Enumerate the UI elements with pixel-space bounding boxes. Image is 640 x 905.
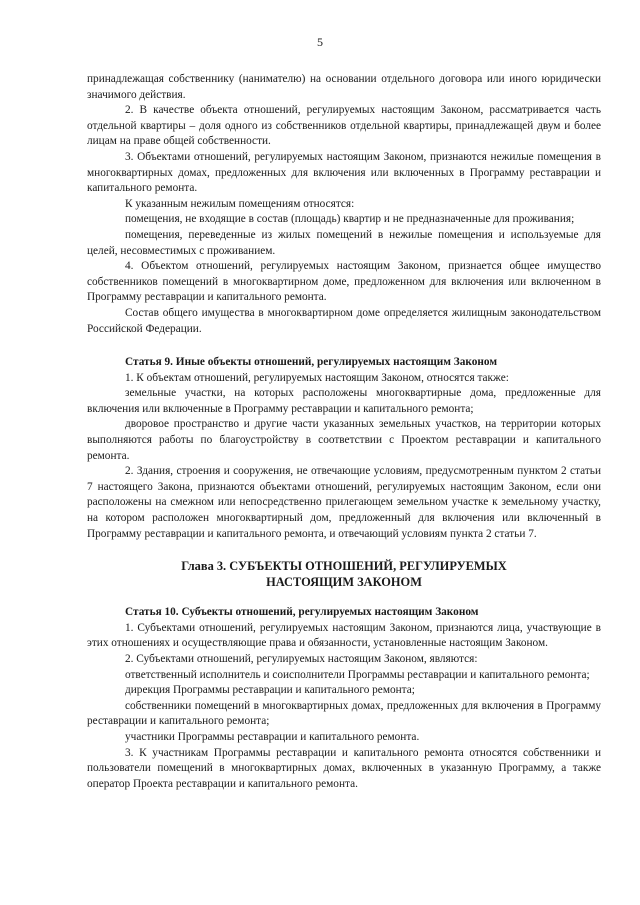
paragraph: 4. Объектом отношений, регулируемых настоящим Законом, признается общее имущество собственников помещений в многоквартирном доме, предложенном для включения или включенном в Программу реставрации и капитального ремонта. [87,260,601,304]
paragraph: 3. Объектами отношений, регулируемых настоящим Законом, признаются нежилые помещения в многоквартирных домах, предложенных для включения или включенных в Программу реставрации и капитального ремонта. [87,150,601,195]
article-9-title: Статья 9. Иные объекты отношений, регулируемых настоящим Законом [125,356,498,369]
paragraph: 2. В качестве объекта отношений, регулируемых настоящим Законом, рассматривается часть отдельной квартиры – доля одного из собственников отдельной квартиры, принадлежащей двум и более лицам на праве общей собственности. [87,104,601,148]
paragraph: помещения, переведенные из жилых помещений в нежилые помещения и используемые для целей, несовместимых с проживанием. [87,228,601,257]
chapter-3-heading-line2: НАСТОЯЩИМ ЗАКОНОМ [266,575,422,590]
paragraph: ответственный исполнитель и соисполнители Программы реставрации и капитального ремонта; [125,668,590,681]
paragraph: 1. Субъектами отношений, регулируемых настоящим Законом, признаются лица, участвующие в этих отношениях и осуществляющие права и обязанности, установленные настоящим Законом. [87,621,601,650]
paragraph: 1. К объектам отношений, регулируемых настоящим Законом, относятся также: [125,371,509,384]
article-10-title: Статья 10. Субъекты отношений, регулируемых настоящим Законом [125,606,479,619]
chapter-3-heading-line1: Глава 3. СУБЪЕКТЫ ОТНОШЕНИЙ, РЕГУЛИРУЕМЫХ [181,559,507,574]
paragraph: принадлежащая собственнику (нанимателю) на основании отдельного договора или иного юридически значимого действия. [87,73,601,101]
paragraph: Состав общего имущества в многоквартирном доме определяется жилищным законодательством Российской Федерации. [87,306,601,335]
spacer [87,337,601,355]
paragraph: земельные участки, на которых расположены многоквартирные дома, предложенные для включения или включенные в Программу реставрации и капитального ремонта; [87,387,601,415]
paragraph: 2. Субъектами отношений, регулируемых настоящим Законом, являются: [125,653,478,665]
paragraph: дворовое пространство и другие части указанных земельных участков, на территории которых выполняются работы по благоустройству в соответствии с Проектом реставрации и капитального ремонта. [87,418,601,462]
paragraph: помещения, не входящие в состав (площадь) квартир и не предназначенные для проживания; [125,213,575,226]
paragraph: К указанным нежилым помещениям относятся: [125,197,355,210]
paragraph: дирекция Программы реставрации и капитального ремонта; [125,684,415,697]
paragraph: 2. Здания, строения и сооружения, не отвечающие условиям, предусмотренным пунктом 2 статьи 7 настоящего Закона, признаются объектами отношений, регулируемых настоящим Законом, если они расположены на смежном или непосредственно прилегающем земельном участке к земельному участку, на котором расположен многоквартирный дом, предложенный для включения или включенный в Программу реставрации и капитального ремонта, и отвечающий условиям пункта 2 статьи 7. [87,465,601,540]
paragraph: 3. К участникам Программы реставрации и капитального ремонта относятся собственники и пользователи помещений в многоквартирных домах, включенных в указанную Программу, а также оператор Проекта реставрации и капитального ремонта. [87,746,601,790]
paragraph: собственники помещений в многоквартирных домах, предложенных для включения в Программу реставрации и капитального ремонта; [87,699,601,728]
document-body [87,72,601,792]
page-number: 5 [317,35,323,49]
spacer [87,590,601,605]
spacer [87,542,601,558]
paragraph: участники Программы реставрации и капитального ремонта. [125,730,420,743]
